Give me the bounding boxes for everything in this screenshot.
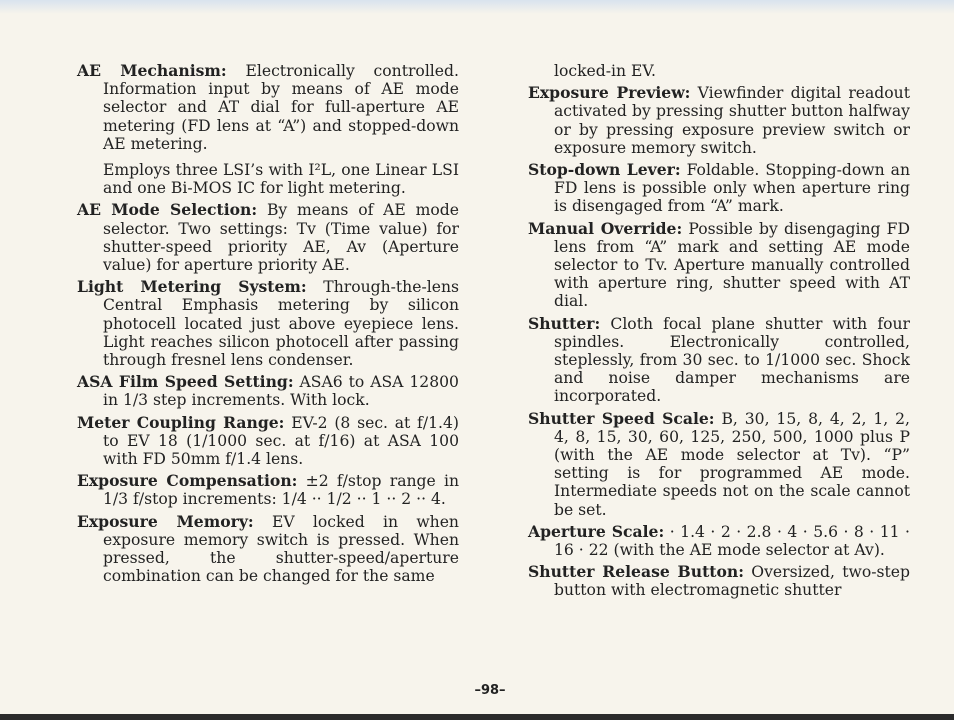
spec-term: AE Mechanism: <box>77 61 227 80</box>
spec-entry-shutter <box>528 315 910 406</box>
spec-text: By means of AE mode selector. Two settings: Tv (Time value) for shutter-speed priority AE, Av (Aperture value) for aperture priority AE. <box>103 201 459 275</box>
spec-term: ASA Film Speed Setting: <box>77 372 294 392</box>
spec-entry-light-metering <box>77 278 459 369</box>
spec-entry-shutter-release <box>528 563 910 599</box>
spec-text: Electronically controlled. Information input by means of AE mode selector and AT dial for full-aperture AE metering (FD lens at “A”) and stopped-down AE metering. <box>103 62 459 153</box>
spec-text: ±2 f/stop range in 1/3 f/stop increments: 1/4 ·· 1/2 ·· 1 ·· 2 ·· 4. <box>103 472 460 509</box>
spec-entry-asa-film-speed <box>77 373 459 409</box>
spec-text: Foldable. Stopping-down an FD lens is possible only when aperture ring is disengaged from “A” mark. <box>554 161 911 216</box>
spec-text: · 1.4 · 2 · 2.8 · 4 · 5.6 · 8 · 11 · 16 · 22 (with the AE mode selector at Av). <box>554 522 910 560</box>
page-number: –98– <box>474 683 506 698</box>
spec-text: Possible by disengaging FD lens from “A” mark and setting AE mode selector to Tv. Aperture manually controlled with aperture ring, shutter speed with AT dial. <box>554 219 910 311</box>
spec-term: Meter Coupling Range: <box>77 412 285 432</box>
spec-entry-ae-mechanism <box>77 62 459 197</box>
spec-entry-exposure-memory <box>77 513 459 586</box>
spec-text: locked-in EV. <box>554 62 656 80</box>
spec-entry-manual-override <box>528 220 910 311</box>
spec-continuation <box>528 62 910 80</box>
spec-entry-ae-mode-selection <box>77 201 459 274</box>
spec-entry-aperture-scale <box>528 523 910 559</box>
spec-text: EV locked in when exposure memory switch is pressed. When pressed, the shutter-speed/aperture combination can be changed for the same <box>103 512 459 586</box>
spec-text: EV-2 (8 sec. at f/1.4) to EV 18 (1/1000 sec. at f/16) at ASA 100 with FD 50mm f/1.4 lens. <box>103 413 459 469</box>
spec-term: Shutter Release Button: <box>528 562 744 582</box>
spec-text: Viewfinder digital readout activated by pressing shutter button halfway or by pressing exposure preview switch or exposure memory switch. <box>554 84 910 157</box>
spec-text: Oversized, two-step button with electromagnetic shutter <box>554 563 910 600</box>
spec-entry-exposure-preview <box>528 84 910 157</box>
spec-term: Exposure Compensation: <box>77 471 298 491</box>
spec-text: ASA6 to ASA 12800 in 1/3 step increments. With lock. <box>103 373 459 410</box>
left-column <box>77 62 459 589</box>
spec-term: Aperture Scale: <box>528 521 665 541</box>
spec-term: Light Metering System: <box>77 277 307 297</box>
spec-term: AE Mode Selection: <box>77 200 258 220</box>
right-column <box>528 62 910 604</box>
spec-term: Exposure Preview: <box>528 83 691 103</box>
scan-bottom-edge <box>0 714 954 720</box>
spec-text: B, 30, 15, 8, 4, 2, 1, 2, 4, 8, 15, 30, 60, 125, 250, 500, 1000 plus P (with the AE mode selector at Tv). “P” setting is for programmed AE mode. Intermediate speeds not on the scale cannot be set. <box>554 409 910 519</box>
scan-top-edge <box>0 0 954 14</box>
spec-term: Shutter: <box>528 313 601 333</box>
spec-extra-text: Employs three LSI’s with I²L, one Linear LSI and one Bi-MOS IC for light metering. <box>103 161 459 198</box>
spec-text: Cloth focal plane shutter with four spindles. Electronically controlled, steplessly, from 30 sec. to 1/1000 sec. Shock and noise damper mechanisms are incorporated. <box>554 314 910 406</box>
spec-entry-shutter-speed-scale <box>528 410 910 519</box>
spec-entry-exposure-compensation <box>77 472 459 508</box>
spec-text: Through-the-lens Central Emphasis metering by silicon photocell located just above eyepiece lens. Light reaches silicon photocell after passing through fresnel lens condenser. <box>103 278 459 370</box>
spec-entry-stop-down-lever <box>528 161 910 216</box>
spec-term: Exposure Memory: <box>77 511 254 531</box>
spec-term: Manual Override: <box>528 218 683 238</box>
spec-entry-meter-coupling <box>77 414 459 469</box>
spec-term: Stop-down Lever: <box>528 160 681 180</box>
spec-term: Shutter Speed Scale: <box>528 408 715 428</box>
